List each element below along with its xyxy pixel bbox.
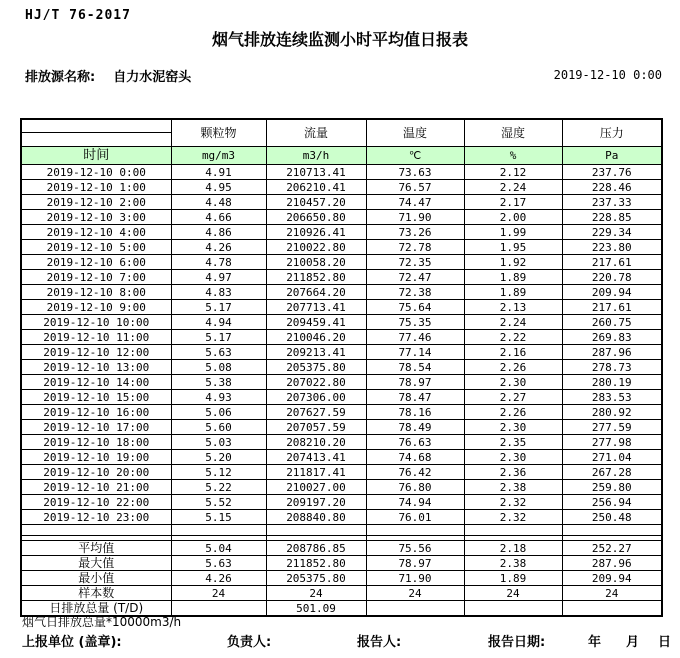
row-time: 2019-12-10 22:00	[21, 495, 171, 510]
value-cell: 4.66	[171, 210, 266, 225]
value-cell: 5.52	[171, 495, 266, 510]
row-time: 2019-12-10 4:00	[21, 225, 171, 240]
row-time: 2019-12-10 9:00	[21, 300, 171, 315]
unit-pressure: Pa	[562, 147, 662, 165]
row-time: 2019-12-10 20:00	[21, 465, 171, 480]
header-blank-cell-top	[21, 119, 171, 133]
day-label: 日	[658, 635, 672, 650]
value-cell: 1.92	[464, 255, 562, 270]
table-row	[21, 510, 662, 525]
value-cell: 72.78	[366, 240, 464, 255]
col-header-humidity: 湿度	[464, 119, 562, 147]
value-cell: 207664.20	[266, 285, 366, 300]
unit-particulate: mg/m3	[171, 147, 266, 165]
value-cell: 210926.41	[266, 225, 366, 240]
value-cell: 4.83	[171, 285, 266, 300]
value-cell: 76.57	[366, 180, 464, 195]
value-cell: 78.97	[366, 375, 464, 390]
table-row	[21, 541, 662, 556]
row-time: 2019-12-10 2:00	[21, 195, 171, 210]
value-cell: 2.35	[464, 435, 562, 450]
summary-label: 最大值	[21, 556, 171, 571]
value-cell: 278.73	[562, 360, 662, 375]
value-cell: 210058.20	[266, 255, 366, 270]
value-cell: 76.42	[366, 465, 464, 480]
value-cell: 207057.59	[266, 420, 366, 435]
value-cell: 24	[266, 586, 366, 601]
value-cell: 210022.80	[266, 240, 366, 255]
value-cell: 2.24	[464, 315, 562, 330]
emission-source-row	[25, 66, 191, 85]
spacer-rows	[21, 525, 662, 541]
value-cell: 223.80	[562, 240, 662, 255]
table-row	[21, 255, 662, 270]
value-cell: 5.04	[171, 541, 266, 556]
value-cell: 2.26	[464, 360, 562, 375]
table-row	[21, 480, 662, 495]
page-title: 烟气排放连续监测小时平均值日报表	[211, 30, 468, 49]
value-cell: 250.48	[562, 510, 662, 525]
row-time: 2019-12-10 14:00	[21, 375, 171, 390]
col-header-particulate: 颗粒物	[171, 119, 266, 147]
value-cell: 74.94	[366, 495, 464, 510]
header-blank-cell-bottom	[21, 133, 171, 147]
year-label: 年	[588, 635, 602, 650]
table-row	[21, 165, 662, 180]
value-cell: 217.61	[562, 255, 662, 270]
row-time: 2019-12-10 3:00	[21, 210, 171, 225]
value-cell: 208840.80	[266, 510, 366, 525]
value-cell: 211852.80	[266, 270, 366, 285]
value-cell: 4.86	[171, 225, 266, 240]
summary-label: 平均值	[21, 541, 171, 556]
table-row	[21, 420, 662, 435]
value-cell: 237.33	[562, 195, 662, 210]
row-time: 2019-12-10 21:00	[21, 480, 171, 495]
value-cell: 77.14	[366, 345, 464, 360]
table-row	[21, 225, 662, 240]
value-cell: 283.53	[562, 390, 662, 405]
value-cell: 73.63	[366, 165, 464, 180]
value-cell: 1.89	[464, 270, 562, 285]
pollutant-header-row	[21, 119, 662, 133]
table-row	[21, 465, 662, 480]
row-time: 2019-12-10 23:00	[21, 510, 171, 525]
unit-flow: m3/h	[266, 147, 366, 165]
value-cell: 5.38	[171, 375, 266, 390]
row-time: 2019-12-10 5:00	[21, 240, 171, 255]
value-cell: 206210.41	[266, 180, 366, 195]
value-cell	[171, 601, 266, 617]
value-cell: 5.63	[171, 345, 266, 360]
value-cell: 229.34	[562, 225, 662, 240]
daily-total-note: 烟气日排放总量*10000m3/h	[22, 615, 182, 629]
table-row	[21, 315, 662, 330]
value-cell: 205375.80	[266, 360, 366, 375]
row-time: 2019-12-10 18:00	[21, 435, 171, 450]
value-cell: 75.64	[366, 300, 464, 315]
value-cell: 24	[171, 586, 266, 601]
value-cell: 209213.41	[266, 345, 366, 360]
row-time: 2019-12-10 11:00	[21, 330, 171, 345]
value-cell	[366, 601, 464, 617]
value-cell: 5.03	[171, 435, 266, 450]
report-date-label: 报告日期:	[488, 635, 546, 650]
value-cell: 2.30	[464, 375, 562, 390]
summary-label: 日排放总量 (T/D)	[21, 601, 171, 617]
value-cell: 2.24	[464, 180, 562, 195]
value-cell: 2.27	[464, 390, 562, 405]
value-cell: 78.47	[366, 390, 464, 405]
table-row	[21, 571, 662, 586]
value-cell: 2.12	[464, 165, 562, 180]
table-header	[21, 119, 662, 165]
value-cell: 237.76	[562, 165, 662, 180]
value-cell: 210457.20	[266, 195, 366, 210]
row-time: 2019-12-10 8:00	[21, 285, 171, 300]
row-time: 2019-12-10 7:00	[21, 270, 171, 285]
value-cell: 269.83	[562, 330, 662, 345]
value-cell: 5.15	[171, 510, 266, 525]
value-cell: 78.49	[366, 420, 464, 435]
value-cell: 78.16	[366, 405, 464, 420]
value-cell: 24	[464, 586, 562, 601]
value-cell: 5.63	[171, 556, 266, 571]
value-cell: 2.26	[464, 405, 562, 420]
table-row	[21, 405, 662, 420]
value-cell: 267.28	[562, 465, 662, 480]
value-cell: 4.91	[171, 165, 266, 180]
value-cell: 1.99	[464, 225, 562, 240]
value-cell: 4.48	[171, 195, 266, 210]
value-cell: 76.80	[366, 480, 464, 495]
value-cell: 260.75	[562, 315, 662, 330]
month-label: 月	[626, 635, 640, 650]
value-cell: 4.95	[171, 180, 266, 195]
table-row	[21, 586, 662, 601]
value-cell: 4.26	[171, 571, 266, 586]
value-cell: 228.85	[562, 210, 662, 225]
value-cell: 4.26	[171, 240, 266, 255]
value-cell: 5.08	[171, 360, 266, 375]
value-cell: 75.56	[366, 541, 464, 556]
table-row	[21, 345, 662, 360]
table-row	[21, 556, 662, 571]
row-time: 2019-12-10 16:00	[21, 405, 171, 420]
value-cell: 76.63	[366, 435, 464, 450]
value-cell: 211817.41	[266, 465, 366, 480]
value-cell: 2.16	[464, 345, 562, 360]
table-row	[21, 210, 662, 225]
value-cell: 78.54	[366, 360, 464, 375]
value-cell: 4.93	[171, 390, 266, 405]
value-cell: 259.80	[562, 480, 662, 495]
col-header-flow: 流量	[266, 119, 366, 147]
value-cell: 5.60	[171, 420, 266, 435]
table-row	[21, 330, 662, 345]
value-cell: 2.38	[464, 556, 562, 571]
value-cell: 209.94	[562, 285, 662, 300]
row-time: 2019-12-10 12:00	[21, 345, 171, 360]
value-cell: 2.30	[464, 420, 562, 435]
value-cell: 287.96	[562, 556, 662, 571]
emission-source-name: 自力水泥窑头	[113, 70, 192, 85]
value-cell: 72.38	[366, 285, 464, 300]
value-cell: 207413.41	[266, 450, 366, 465]
table-row	[21, 300, 662, 315]
value-cell: 1.89	[464, 285, 562, 300]
hourly-report-table	[20, 118, 663, 617]
value-cell: 24	[562, 586, 662, 601]
value-cell: 4.97	[171, 270, 266, 285]
value-cell: 2.36	[464, 465, 562, 480]
value-cell	[562, 601, 662, 617]
responsible-person-label: 负责人:	[227, 635, 272, 650]
value-cell: 2.38	[464, 480, 562, 495]
value-cell: 228.46	[562, 180, 662, 195]
value-cell: 287.96	[562, 345, 662, 360]
row-time: 2019-12-10 10:00	[21, 315, 171, 330]
value-cell: 207022.80	[266, 375, 366, 390]
table-row	[21, 240, 662, 255]
value-cell: 501.09	[266, 601, 366, 617]
value-cell: 2.32	[464, 495, 562, 510]
value-cell: 2.18	[464, 541, 562, 556]
value-cell: 72.35	[366, 255, 464, 270]
value-cell: 5.22	[171, 480, 266, 495]
value-cell: 207306.00	[266, 390, 366, 405]
value-cell: 210713.41	[266, 165, 366, 180]
value-cell: 205375.80	[266, 571, 366, 586]
value-cell: 71.90	[366, 210, 464, 225]
value-cell: 1.95	[464, 240, 562, 255]
value-cell: 2.17	[464, 195, 562, 210]
value-cell: 271.04	[562, 450, 662, 465]
table-row	[21, 435, 662, 450]
table-row	[21, 195, 662, 210]
value-cell: 210046.20	[266, 330, 366, 345]
value-cell: 1.89	[464, 571, 562, 586]
signature-row	[0, 631, 680, 651]
table-row	[21, 450, 662, 465]
value-cell: 208210.20	[266, 435, 366, 450]
value-cell: 74.68	[366, 450, 464, 465]
table-row	[21, 495, 662, 510]
unit-header-row	[21, 147, 662, 165]
value-cell: 5.17	[171, 300, 266, 315]
unit-temperature: ℃	[366, 147, 464, 165]
summary-rows	[21, 541, 662, 617]
value-cell: 207713.41	[266, 300, 366, 315]
row-time: 2019-12-10 1:00	[21, 180, 171, 195]
value-cell: 209197.20	[266, 495, 366, 510]
value-cell: 2.32	[464, 510, 562, 525]
data-rows	[21, 165, 662, 525]
value-cell: 78.97	[366, 556, 464, 571]
row-time: 2019-12-10 19:00	[21, 450, 171, 465]
value-cell: 2.00	[464, 210, 562, 225]
value-cell: 5.12	[171, 465, 266, 480]
row-time: 2019-12-10 17:00	[21, 420, 171, 435]
standard-code: HJ/T 76-2017	[25, 8, 131, 23]
value-cell: 4.78	[171, 255, 266, 270]
value-cell: 73.26	[366, 225, 464, 240]
emission-source-label: 排放源名称:	[25, 70, 96, 85]
summary-label: 样本数	[21, 586, 171, 601]
value-cell: 220.78	[562, 270, 662, 285]
report-unit-label: 上报单位 (盖章):	[22, 635, 122, 650]
value-cell: 76.01	[366, 510, 464, 525]
report-datetime: 2019-12-10 0:00	[553, 68, 662, 82]
value-cell: 4.94	[171, 315, 266, 330]
value-cell: 256.94	[562, 495, 662, 510]
unit-humidity: %	[464, 147, 562, 165]
col-header-pressure: 压力	[562, 119, 662, 147]
time-column-header: 时间	[21, 147, 171, 165]
value-cell: 252.27	[562, 541, 662, 556]
spacer-row	[21, 525, 662, 536]
value-cell: 280.19	[562, 375, 662, 390]
col-header-temperature: 温度	[366, 119, 464, 147]
value-cell	[464, 601, 562, 617]
summary-label: 最小值	[21, 571, 171, 586]
value-cell: 5.17	[171, 330, 266, 345]
row-time: 2019-12-10 0:00	[21, 165, 171, 180]
table-row	[21, 180, 662, 195]
value-cell: 5.20	[171, 450, 266, 465]
table-row	[21, 390, 662, 405]
row-time: 2019-12-10 13:00	[21, 360, 171, 375]
row-time: 2019-12-10 15:00	[21, 390, 171, 405]
table-row	[21, 270, 662, 285]
row-time: 2019-12-10 6:00	[21, 255, 171, 270]
value-cell: 277.59	[562, 420, 662, 435]
value-cell: 77.46	[366, 330, 464, 345]
value-cell: 74.47	[366, 195, 464, 210]
value-cell: 2.30	[464, 450, 562, 465]
value-cell: 207627.59	[266, 405, 366, 420]
table-row	[21, 360, 662, 375]
value-cell: 72.47	[366, 270, 464, 285]
value-cell: 75.35	[366, 315, 464, 330]
value-cell: 277.98	[562, 435, 662, 450]
value-cell: 211852.80	[266, 556, 366, 571]
value-cell: 206650.80	[266, 210, 366, 225]
table-row	[21, 285, 662, 300]
reporter-label: 报告人:	[357, 635, 402, 650]
table-row	[21, 375, 662, 390]
value-cell: 280.92	[562, 405, 662, 420]
value-cell: 209.94	[562, 571, 662, 586]
value-cell: 24	[366, 586, 464, 601]
value-cell: 210027.00	[266, 480, 366, 495]
value-cell: 217.61	[562, 300, 662, 315]
value-cell: 2.13	[464, 300, 562, 315]
value-cell: 208786.85	[266, 541, 366, 556]
value-cell: 209459.41	[266, 315, 366, 330]
value-cell: 2.22	[464, 330, 562, 345]
value-cell: 71.90	[366, 571, 464, 586]
value-cell: 5.06	[171, 405, 266, 420]
